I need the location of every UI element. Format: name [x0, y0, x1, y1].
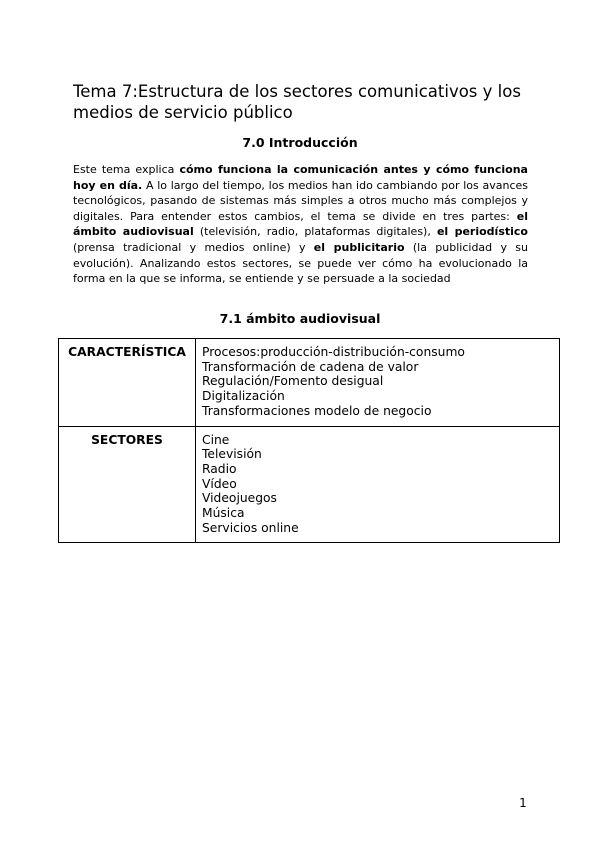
intro-text-segment: (televisión, radio, plataformas digitales),	[193, 225, 437, 239]
intro-paragraph	[73, 162, 528, 287]
list-item: Cine	[202, 432, 230, 447]
page-title: Tema 7:Estructura de los sectores comunicativos y los medios de servicio público	[73, 82, 521, 122]
sectores-list	[196, 426, 560, 543]
intro-text-segment: A lo largo del tiempo, los medios han ido cambiando por los avances tecnológicos, pasando de sistemas más simples a otros mucho más complejos y digitales. Para entender estos cambios, el tema se divide en tres partes:	[73, 178, 528, 223]
row-label-sectores: SECTORES	[59, 426, 196, 543]
list-item: Televisión	[202, 447, 262, 462]
section-heading-introduccion: 7.0 Introducción	[242, 135, 358, 150]
intro-bold-segment: cómo funciona la comunicación antes y cómo funciona hoy en día.	[73, 163, 528, 192]
audiovisual-table	[58, 338, 560, 543]
list-item: Videojuegos	[202, 491, 277, 506]
row-label-caracteristica: CARACTERÍSTICA	[59, 339, 196, 427]
list-item: Transformaciones modelo de negocio	[202, 403, 432, 418]
intro-text-segment: Este tema explica	[73, 163, 180, 176]
table-row	[59, 426, 560, 543]
list-item: Procesos:producción-distribución-consumo	[202, 345, 465, 359]
list-item: Vídeo	[202, 476, 237, 491]
list-item: Servicios online	[202, 520, 299, 535]
list-item: Radio	[202, 461, 237, 476]
page-number: 1	[519, 796, 527, 810]
intro-bold-segment: el publicitario	[313, 240, 405, 254]
section-heading-ambito-audiovisual: 7.1 ámbito audiovisual	[219, 311, 381, 326]
list-item: Transformación de cadena de valor	[202, 359, 419, 374]
list-item: Regulación/Fomento desigual	[202, 374, 384, 389]
intro-bold-segment: el periodístico	[436, 225, 528, 239]
list-item: Música	[202, 506, 245, 521]
intro-text-segment: (prensa tradicional y medios online) y	[73, 240, 314, 254]
caracteristica-list	[196, 339, 560, 427]
table-row	[59, 339, 560, 427]
intro-bold-segment: el ámbito audiovisual	[73, 209, 528, 239]
intro-text-segment: (la publicidad y su evolución). Analizando estos sectores, se puede ver cómo ha evolucionado la forma en la que se informa, se entiende y se persuade a la sociedad	[73, 240, 529, 286]
list-item: Digitalización	[202, 389, 285, 404]
